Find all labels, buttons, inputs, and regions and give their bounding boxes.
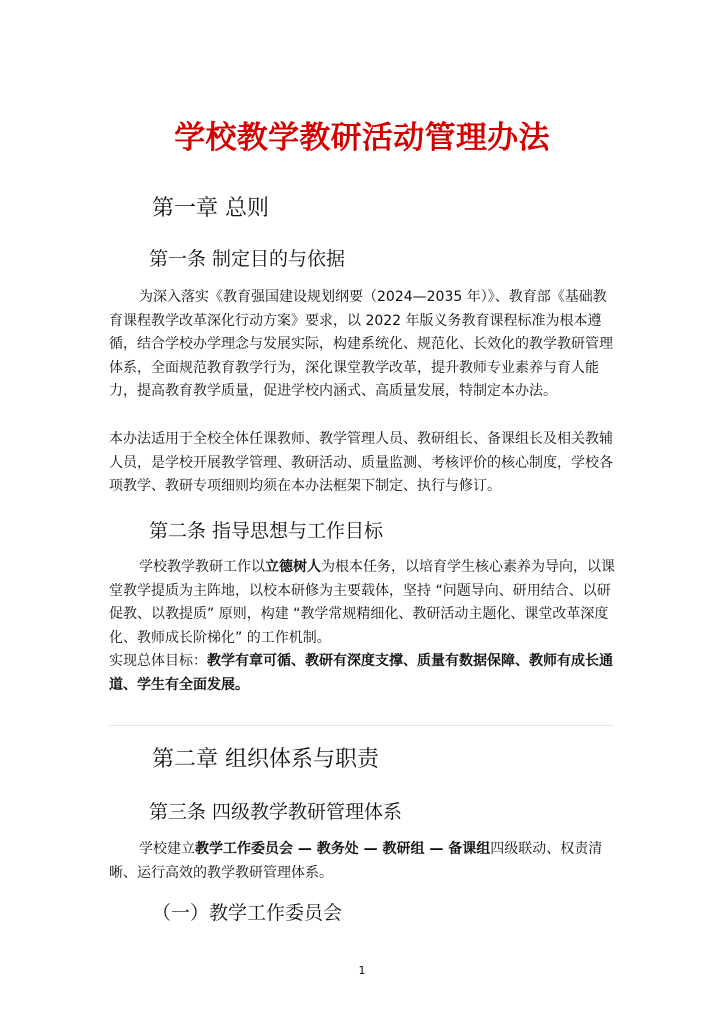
article-1-paragraph-1-text: 为深入落实《教育强国建设规划纲要（2024—2035 年）》、教育部《基础教育课程教学改革深化行动方案》要求，以 2022 年版义务教育课程标准为根本遵循，结合学校办学理念与发展实际，构建系统化、规范化、长效化的教学教研管理体系，全面规范教育教学行为，深化课堂教学改革，提升教师专业素养与育人能力，提高教育教学质量，促进学校内涵式、高质量发展，特制定本办法。 bbox=[109, 289, 613, 399]
article-2-heading: 第二条 指导思想与工作目标 bbox=[149, 520, 384, 542]
article-3-paragraph-text-start: 学校建立 bbox=[139, 841, 195, 857]
chapter-2-heading: 第二章 组织体系与职责 bbox=[152, 747, 379, 772]
article-3-heading: 第三条 四级教学教研管理体系 bbox=[149, 801, 403, 823]
article-1-paragraph-1 bbox=[109, 286, 617, 404]
article-3-paragraph bbox=[109, 838, 617, 885]
article-1-heading: 第一条 制定目的与依据 bbox=[149, 248, 346, 270]
page-number: 1 bbox=[358, 964, 366, 977]
article-2-paragraph-2 bbox=[109, 650, 617, 697]
overall-goal-label: 实现总体目标： bbox=[109, 653, 207, 669]
article-2-paragraph-1-emphasis: 立德树人 bbox=[265, 559, 321, 575]
article-2-paragraph-1 bbox=[109, 556, 617, 650]
article-1-paragraph-2: 本办法适用于全校全体任课教师、教学管理人员、教研组长、备课组长及相关教辅人员，是学校开展教学管理、教研活动、质量监测、考核评价的核心制度，学校各项教学、教研专项细则均须在本办法框架下制定、执行与修订。 bbox=[109, 431, 613, 494]
article-3-paragraph-text-end: 四级联动、权责清晰、运行高效的教学教研管理体系。 bbox=[109, 841, 603, 881]
section-1-heading: （一）教学工作委员会 bbox=[152, 902, 343, 924]
article-2-paragraph-1-text-start: 学校教学教研工作以 bbox=[139, 559, 265, 575]
chapter-1-heading: 第一章 总则 bbox=[152, 196, 269, 221]
overall-goal-text: 教学有章可循、教研有深度支撑、质量有数据保障、教师有成长通道、学生有全面发展。 bbox=[109, 653, 613, 693]
document-title: 学校教学教研活动管理办法 bbox=[174, 120, 550, 156]
section-divider bbox=[109, 725, 614, 726]
article-2-paragraph-1-text-end: 为根本任务，以培育学生核心素养为导向，以课堂教学提质为主阵地，以校本研修为主要载体，坚持 “问题导向、研用结合、以研促教、以教提质” 原则，构建 “教学常规精细化、教研活动主题化、课堂改革深度化、教师成长阶梯化” 的工作机制。 bbox=[109, 559, 615, 646]
management-hierarchy-emphasis: 教学工作委员会 — 教务处 — 教研组 — 备课组 bbox=[195, 841, 491, 857]
